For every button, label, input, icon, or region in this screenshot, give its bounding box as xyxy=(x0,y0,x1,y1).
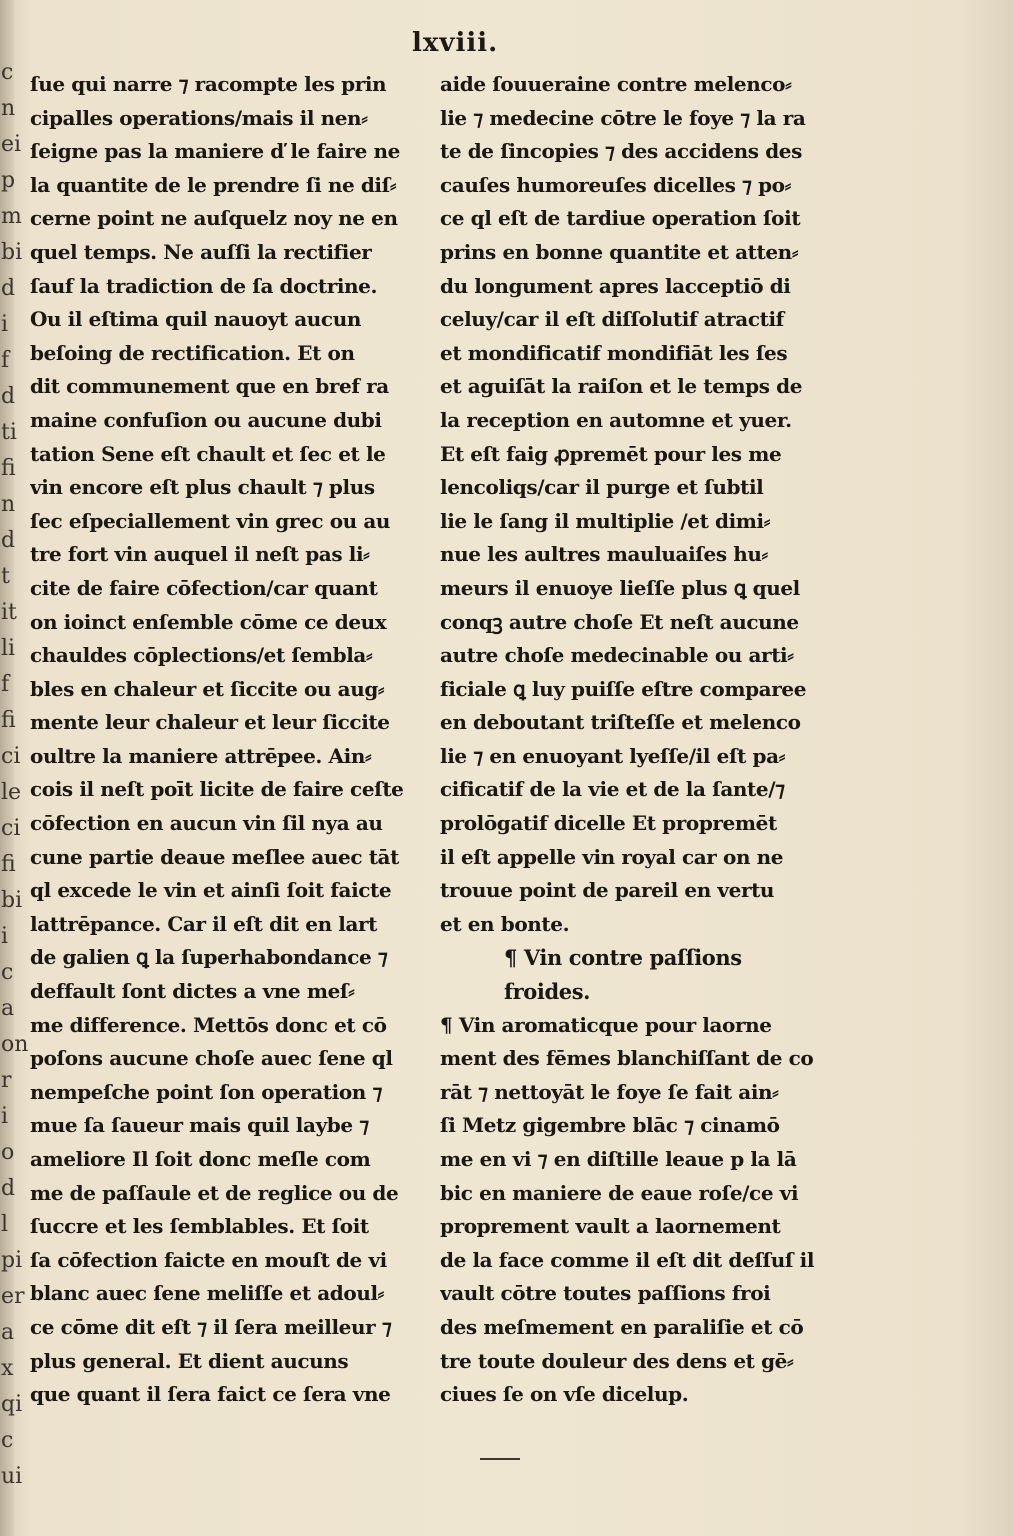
margin-fragment: x xyxy=(1,1356,14,1381)
margin-fragment: f xyxy=(1,672,10,697)
text-line: vin encore eſt plus chault ⁊ plus xyxy=(30,475,375,500)
left-text-column xyxy=(30,68,430,1412)
margin-fragment: l xyxy=(1,1212,9,1237)
text-line: de la face comme il eſt dit deſſuſ il xyxy=(440,1247,815,1272)
margin-fragment: li xyxy=(1,636,16,661)
text-line: il eſt appelle vin royal car on ne xyxy=(440,844,784,869)
text-line: autre choſe medecinable ou arti⸗ xyxy=(440,643,794,668)
text-line: cōfection en aucun vin ſil nya au xyxy=(30,811,383,836)
text-line: Ou il eſtima quil nauoyt aucun xyxy=(30,307,361,332)
text-line: mente leur chaleur et leur ſiccite xyxy=(30,710,390,735)
margin-fragment: it xyxy=(1,600,17,625)
text-line: cois il neſt poīt licite de faire ceſte xyxy=(30,777,404,802)
text-line: quel temps. Ne auſſi la rectifier xyxy=(30,239,372,264)
text-line: ameliore Il ſoit donc meſle com xyxy=(30,1147,371,1171)
adjacent-page-margin xyxy=(0,60,29,1500)
folio-number: lxviii. xyxy=(412,28,499,58)
text-line: tre toute douleur des dens et gē⸗ xyxy=(440,1348,794,1373)
margin-fragment: n xyxy=(1,96,16,121)
text-line: cipalles operations/mais il nen⸗ xyxy=(30,105,368,130)
text-line: me de paſſaule et de reglice ou de xyxy=(30,1180,399,1205)
text-line: cificatif de la vie et de la ſante/⁊ xyxy=(440,777,785,802)
text-line: la quantite de le prendre ſi ne diſ⸗ xyxy=(30,172,397,197)
text-line: beſoing de rectification. Et on xyxy=(30,340,355,365)
margin-fragment: o xyxy=(1,1140,15,1165)
text-line: lie le ſang il multiplie /et dimi⸗ xyxy=(440,508,771,533)
text-line: que quant il ſera faict ce ſera vne xyxy=(30,1382,391,1407)
text-line: poſons aucune choſe auec ſene ql xyxy=(30,1046,393,1071)
text-line: ſauf la tradiction de ſa doctrine. xyxy=(30,273,378,298)
margin-fragment: c xyxy=(1,1428,14,1453)
text-line: on ioinct enſemble cōme ce deux xyxy=(30,609,387,634)
margin-fragment: c xyxy=(1,60,14,85)
text-line: celuy/car il eſt diſſolutif atractif xyxy=(440,307,784,332)
margin-fragment: bi xyxy=(1,240,23,265)
printer-mark xyxy=(480,1458,520,1460)
text-line: et en bonte. xyxy=(440,911,570,936)
margin-fragment: fi xyxy=(1,456,16,481)
text-line: blanc auec ſene meliſſe et adoul⸗ xyxy=(30,1281,384,1306)
text-line: plus general. Et dient aucuns xyxy=(30,1348,349,1373)
margin-fragment: n xyxy=(1,492,16,517)
text-line: cerne point ne auſquelz noy ne en xyxy=(30,206,398,231)
text-line: ſue qui narre ⁊ racompte les prin xyxy=(30,72,387,96)
margin-fragment: ci xyxy=(1,816,21,841)
text-line: oultre la maniere attrēpee. Ain⸗ xyxy=(30,743,372,768)
margin-fragment: r xyxy=(1,1068,12,1093)
margin-fragment: ei xyxy=(1,132,22,157)
text-line: des meſmement en paraliſie et cō xyxy=(440,1314,804,1339)
text-line: lencoliqs/car il purge et ſubtil xyxy=(440,475,764,500)
text-line: de galien ꝗ la ſuperhabondance ⁊ xyxy=(30,945,388,970)
margin-fragment: d xyxy=(1,528,16,553)
text-line: tre fort vin auquel il neſt pas li⸗ xyxy=(30,542,370,567)
text-line: lie ⁊ en enuoyant lyeſſe/il eſt pa⸗ xyxy=(440,743,785,768)
text-line: cune partie deaue meſlee auec tāt xyxy=(30,844,399,869)
right-text-column xyxy=(440,68,845,1412)
text-line: prolōgatif dicelle Et propremēt xyxy=(440,811,777,836)
margin-fragment: ui xyxy=(1,1464,23,1489)
text-line: ce ql eſt de tardiue operation ſoit xyxy=(440,206,801,231)
text-line: bic en maniere de eaue roſe/ce vi xyxy=(440,1180,799,1205)
text-line: me en vi ⁊ en diſtille leaue p la lā xyxy=(440,1147,797,1171)
text-line: du longument apres lacceptiō di xyxy=(440,273,791,298)
text-line: ce cōme dit eſt ⁊ il ſera meilleur ⁊ xyxy=(30,1314,392,1339)
text-line: lattrēpance. Car il eſt dit en lart xyxy=(30,911,378,936)
text-line: nue les aultres mauluaiſes hu⸗ xyxy=(440,542,768,567)
margin-fragment: d xyxy=(1,384,16,409)
text-line: mue ſa ſaueur mais quil laybe ⁊ xyxy=(30,1113,369,1138)
margin-fragment: i xyxy=(1,924,9,949)
text-line: nempeſche point ſon operation ⁊ xyxy=(30,1079,383,1104)
text-line: ql excede le vin et ainſi ſoit faicte xyxy=(30,878,392,903)
margin-fragment: m xyxy=(1,204,22,229)
text-line: ¶ Vin aromaticque pour laorne xyxy=(440,1012,772,1037)
text-line: prins en bonne quantite et atten⸗ xyxy=(440,239,799,264)
text-line: en deboutant triſteſſe et melenco xyxy=(440,710,801,735)
text-line: la reception en automne et yuer. xyxy=(440,407,792,432)
text-line: cite de faire cōfection/car quant xyxy=(30,575,378,600)
text-line: proprement vault a laornement xyxy=(440,1214,781,1239)
text-line: rāt ⁊ nettoyāt le foye ſe fait ain⸗ xyxy=(440,1079,779,1104)
text-line: deffault ſont dictes a vne meſ⸗ xyxy=(30,979,355,1004)
margin-fragment: fi xyxy=(1,852,16,877)
margin-fragment: bi xyxy=(1,888,23,913)
margin-fragment: c xyxy=(1,960,14,985)
section-heading-line: froides. xyxy=(504,979,591,1005)
section-heading-line: ¶ Vin contre paſſions xyxy=(504,945,742,971)
text-line: me difference. Mettōs donc et cō xyxy=(30,1012,387,1037)
text-line: ciues ſe on vſe dicelup. xyxy=(440,1382,689,1407)
text-line: te de ſincopies ⁊ des accidens des xyxy=(440,139,802,164)
margin-fragment: le xyxy=(1,780,22,805)
text-line: ment des fēmes blanchiſſant de co xyxy=(440,1046,814,1071)
text-line: conqꝫ autre choſe Et neſt aucune xyxy=(440,609,799,634)
margin-fragment: a xyxy=(1,996,15,1021)
text-line: ſeigne pas la maniere ď le faire ne xyxy=(30,139,400,164)
text-line: ſa cōfection faicte en mouſt de vi xyxy=(30,1247,387,1272)
text-line: et mondificatif mondifiāt les ſes xyxy=(440,340,788,365)
margin-fragment: qi xyxy=(1,1392,23,1417)
text-line: ſuccre et les ſemblables. Et ſoit xyxy=(30,1214,369,1239)
margin-fragment: p xyxy=(1,168,16,193)
margin-fragment: ti xyxy=(1,420,17,445)
text-line: trouue point de pareil en vertu xyxy=(440,878,775,903)
margin-fragment: d xyxy=(1,1176,16,1201)
margin-fragment: fi xyxy=(1,708,16,733)
margin-fragment: i xyxy=(1,1104,9,1129)
text-line: tation Sene eſt chault et ſec et le xyxy=(30,441,386,466)
margin-fragment: ci xyxy=(1,744,21,769)
text-line: bles en chaleur et ſiccite ou aug⸗ xyxy=(30,676,385,701)
margin-fragment: i xyxy=(1,312,9,337)
margin-fragment: d xyxy=(1,276,16,301)
text-line: maine confuſion ou aucune dubi xyxy=(30,407,382,432)
text-line: aide ſouueraine contre melenco⸗ xyxy=(440,72,792,96)
margin-fragment: f xyxy=(1,348,10,373)
text-line: vault cōtre toutes paſſions froi xyxy=(440,1281,771,1306)
text-line: chauldes cōplections/et ſembla⸗ xyxy=(30,643,373,668)
text-line: ficiale ꝗ luy puiſſe eſtre comparee xyxy=(440,676,807,701)
text-line: dit communement que en bref ra xyxy=(30,374,389,399)
margin-fragment: on xyxy=(1,1032,29,1057)
text-line: Et eſt faig ꝓpremēt pour les me xyxy=(440,441,782,466)
text-line: cauſes humoreuſes dicelles ⁊ po⸗ xyxy=(440,172,791,197)
text-line: ſi Metz gigembre blāc ⁊ cinamō xyxy=(440,1113,780,1138)
text-line: lie ⁊ medecine cōtre le foye ⁊ la ra xyxy=(440,105,806,130)
margin-fragment: pi xyxy=(1,1248,23,1273)
text-line: et aguiſāt la raiſon et le temps de xyxy=(440,374,803,399)
margin-fragment: a xyxy=(1,1320,15,1345)
margin-fragment: er xyxy=(1,1284,25,1309)
text-line: ſec eſpeciallement vin grec ou au xyxy=(30,508,391,533)
text-line: meurs il enuoye lieſſe plus ꝗ quel xyxy=(440,575,800,600)
margin-fragment: t xyxy=(1,564,10,589)
